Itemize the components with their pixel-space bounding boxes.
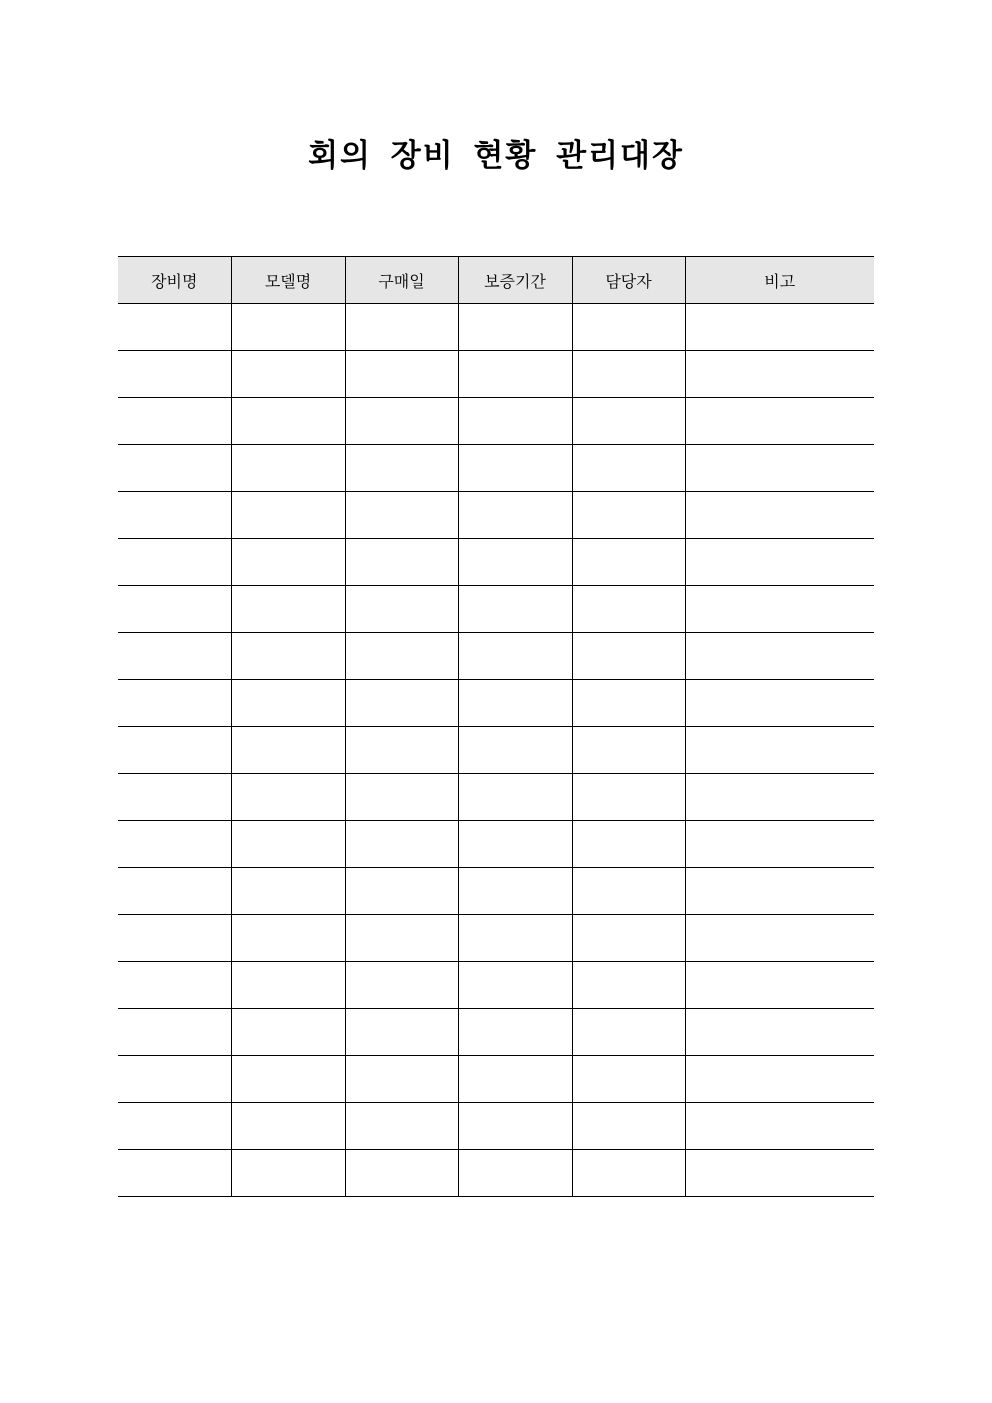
cell-remarks[interactable] (685, 727, 874, 774)
cell-equipment-name[interactable] (118, 680, 231, 727)
cell-warranty-period[interactable] (458, 398, 572, 445)
cell-warranty-period[interactable] (458, 962, 572, 1009)
cell-remarks[interactable] (685, 915, 874, 962)
cell-purchase-date[interactable] (345, 727, 458, 774)
cell-remarks[interactable] (685, 304, 874, 351)
cell-model-name[interactable] (231, 586, 345, 633)
cell-manager[interactable] (572, 1103, 685, 1150)
cell-model-name[interactable] (231, 1150, 345, 1197)
cell-warranty-period[interactable] (458, 727, 572, 774)
cell-model-name[interactable] (231, 868, 345, 915)
cell-purchase-date[interactable] (345, 821, 458, 868)
cell-model-name[interactable] (231, 351, 345, 398)
cell-warranty-period[interactable] (458, 1009, 572, 1056)
cell-purchase-date[interactable] (345, 586, 458, 633)
cell-purchase-date[interactable] (345, 492, 458, 539)
cell-manager[interactable] (572, 633, 685, 680)
cell-warranty-period[interactable] (458, 1150, 572, 1197)
table-row (118, 1103, 874, 1150)
table-row (118, 539, 874, 586)
cell-purchase-date[interactable] (345, 1103, 458, 1150)
cell-equipment-name[interactable] (118, 304, 231, 351)
cell-warranty-period[interactable] (458, 868, 572, 915)
cell-warranty-period[interactable] (458, 915, 572, 962)
cell-purchase-date[interactable] (345, 1056, 458, 1103)
table-body (118, 304, 874, 1197)
cell-purchase-date[interactable] (345, 915, 458, 962)
cell-manager[interactable] (572, 1056, 685, 1103)
cell-warranty-period[interactable] (458, 304, 572, 351)
cell-manager[interactable] (572, 304, 685, 351)
cell-manager[interactable] (572, 868, 685, 915)
cell-equipment-name[interactable] (118, 727, 231, 774)
table-row (118, 445, 874, 492)
cell-model-name[interactable] (231, 304, 345, 351)
table-row (118, 868, 874, 915)
cell-remarks[interactable] (685, 774, 874, 821)
cell-equipment-name[interactable] (118, 1056, 231, 1103)
cell-manager[interactable] (572, 915, 685, 962)
cell-model-name[interactable] (231, 1056, 345, 1103)
table-row (118, 633, 874, 680)
equipment-ledger-table (118, 256, 874, 1197)
header-remarks: 비고 (685, 257, 874, 304)
cell-manager[interactable] (572, 962, 685, 1009)
cell-remarks[interactable] (685, 633, 874, 680)
table-row (118, 1150, 874, 1197)
cell-purchase-date[interactable] (345, 539, 458, 586)
cell-manager[interactable] (572, 351, 685, 398)
cell-purchase-date[interactable] (345, 445, 458, 492)
cell-remarks[interactable] (685, 868, 874, 915)
cell-remarks[interactable] (685, 539, 874, 586)
cell-warranty-period[interactable] (458, 586, 572, 633)
cell-model-name[interactable] (231, 821, 345, 868)
cell-purchase-date[interactable] (345, 304, 458, 351)
cell-manager[interactable] (572, 539, 685, 586)
cell-equipment-name[interactable] (118, 1150, 231, 1197)
header-purchase-date: 구매일 (345, 257, 458, 304)
cell-warranty-period[interactable] (458, 680, 572, 727)
cell-model-name[interactable] (231, 492, 345, 539)
cell-warranty-period[interactable] (458, 539, 572, 586)
table-row (118, 821, 874, 868)
cell-purchase-date[interactable] (345, 680, 458, 727)
cell-purchase-date[interactable] (345, 962, 458, 1009)
cell-purchase-date[interactable] (345, 633, 458, 680)
cell-equipment-name[interactable] (118, 445, 231, 492)
cell-manager[interactable] (572, 398, 685, 445)
table-row (118, 586, 874, 633)
cell-remarks[interactable] (685, 1150, 874, 1197)
cell-model-name[interactable] (231, 680, 345, 727)
table-row (118, 680, 874, 727)
cell-warranty-period[interactable] (458, 492, 572, 539)
cell-model-name[interactable] (231, 539, 345, 586)
cell-remarks[interactable] (685, 492, 874, 539)
cell-equipment-name[interactable] (118, 1009, 231, 1056)
cell-remarks[interactable] (685, 445, 874, 492)
cell-manager[interactable] (572, 680, 685, 727)
cell-model-name[interactable] (231, 633, 345, 680)
cell-remarks[interactable] (685, 398, 874, 445)
cell-warranty-period[interactable] (458, 351, 572, 398)
cell-remarks[interactable] (685, 1103, 874, 1150)
cell-manager[interactable] (572, 727, 685, 774)
cell-equipment-name[interactable] (118, 962, 231, 1009)
cell-warranty-period[interactable] (458, 774, 572, 821)
cell-model-name[interactable] (231, 1103, 345, 1150)
table-row (118, 492, 874, 539)
cell-remarks[interactable] (685, 821, 874, 868)
table-row (118, 962, 874, 1009)
cell-manager[interactable] (572, 445, 685, 492)
cell-equipment-name[interactable] (118, 915, 231, 962)
cell-remarks[interactable] (685, 351, 874, 398)
cell-equipment-name[interactable] (118, 492, 231, 539)
header-warranty-period: 보증기간 (458, 257, 572, 304)
cell-equipment-name[interactable] (118, 868, 231, 915)
header-equipment-name: 장비명 (118, 257, 231, 304)
cell-model-name[interactable] (231, 398, 345, 445)
cell-purchase-date[interactable] (345, 398, 458, 445)
table-row (118, 351, 874, 398)
cell-equipment-name[interactable] (118, 398, 231, 445)
cell-remarks[interactable] (685, 680, 874, 727)
table-row (118, 1009, 874, 1056)
cell-model-name[interactable] (231, 962, 345, 1009)
cell-remarks[interactable] (685, 586, 874, 633)
cell-purchase-date[interactable] (345, 1150, 458, 1197)
cell-equipment-name[interactable] (118, 586, 231, 633)
cell-model-name[interactable] (231, 727, 345, 774)
table-row (118, 774, 874, 821)
cell-warranty-period[interactable] (458, 1103, 572, 1150)
table-row (118, 915, 874, 962)
cell-purchase-date[interactable] (345, 1009, 458, 1056)
cell-remarks[interactable] (685, 962, 874, 1009)
cell-model-name[interactable] (231, 1009, 345, 1056)
cell-manager[interactable] (572, 1150, 685, 1197)
cell-remarks[interactable] (685, 1009, 874, 1056)
cell-model-name[interactable] (231, 445, 345, 492)
cell-manager[interactable] (572, 1009, 685, 1056)
header-model-name: 모델명 (231, 257, 345, 304)
cell-equipment-name[interactable] (118, 351, 231, 398)
cell-equipment-name[interactable] (118, 633, 231, 680)
cell-remarks[interactable] (685, 1056, 874, 1103)
cell-warranty-period[interactable] (458, 445, 572, 492)
cell-equipment-name[interactable] (118, 539, 231, 586)
cell-warranty-period[interactable] (458, 1056, 572, 1103)
cell-manager[interactable] (572, 492, 685, 539)
cell-model-name[interactable] (231, 915, 345, 962)
cell-equipment-name[interactable] (118, 774, 231, 821)
cell-manager[interactable] (572, 586, 685, 633)
table-row (118, 727, 874, 774)
table-row (118, 398, 874, 445)
page-title: 회의 장비 현황 관리대장 (308, 138, 684, 174)
cell-purchase-date[interactable] (345, 868, 458, 915)
cell-equipment-name[interactable] (118, 1103, 231, 1150)
table-row (118, 1056, 874, 1103)
cell-model-name[interactable] (231, 774, 345, 821)
cell-purchase-date[interactable] (345, 351, 458, 398)
cell-purchase-date[interactable] (345, 774, 458, 821)
cell-manager[interactable] (572, 821, 685, 868)
cell-manager[interactable] (572, 774, 685, 821)
cell-warranty-period[interactable] (458, 633, 572, 680)
header-row (118, 257, 874, 304)
cell-equipment-name[interactable] (118, 821, 231, 868)
header-manager: 담당자 (572, 257, 685, 304)
table-row (118, 304, 874, 351)
cell-warranty-period[interactable] (458, 821, 572, 868)
